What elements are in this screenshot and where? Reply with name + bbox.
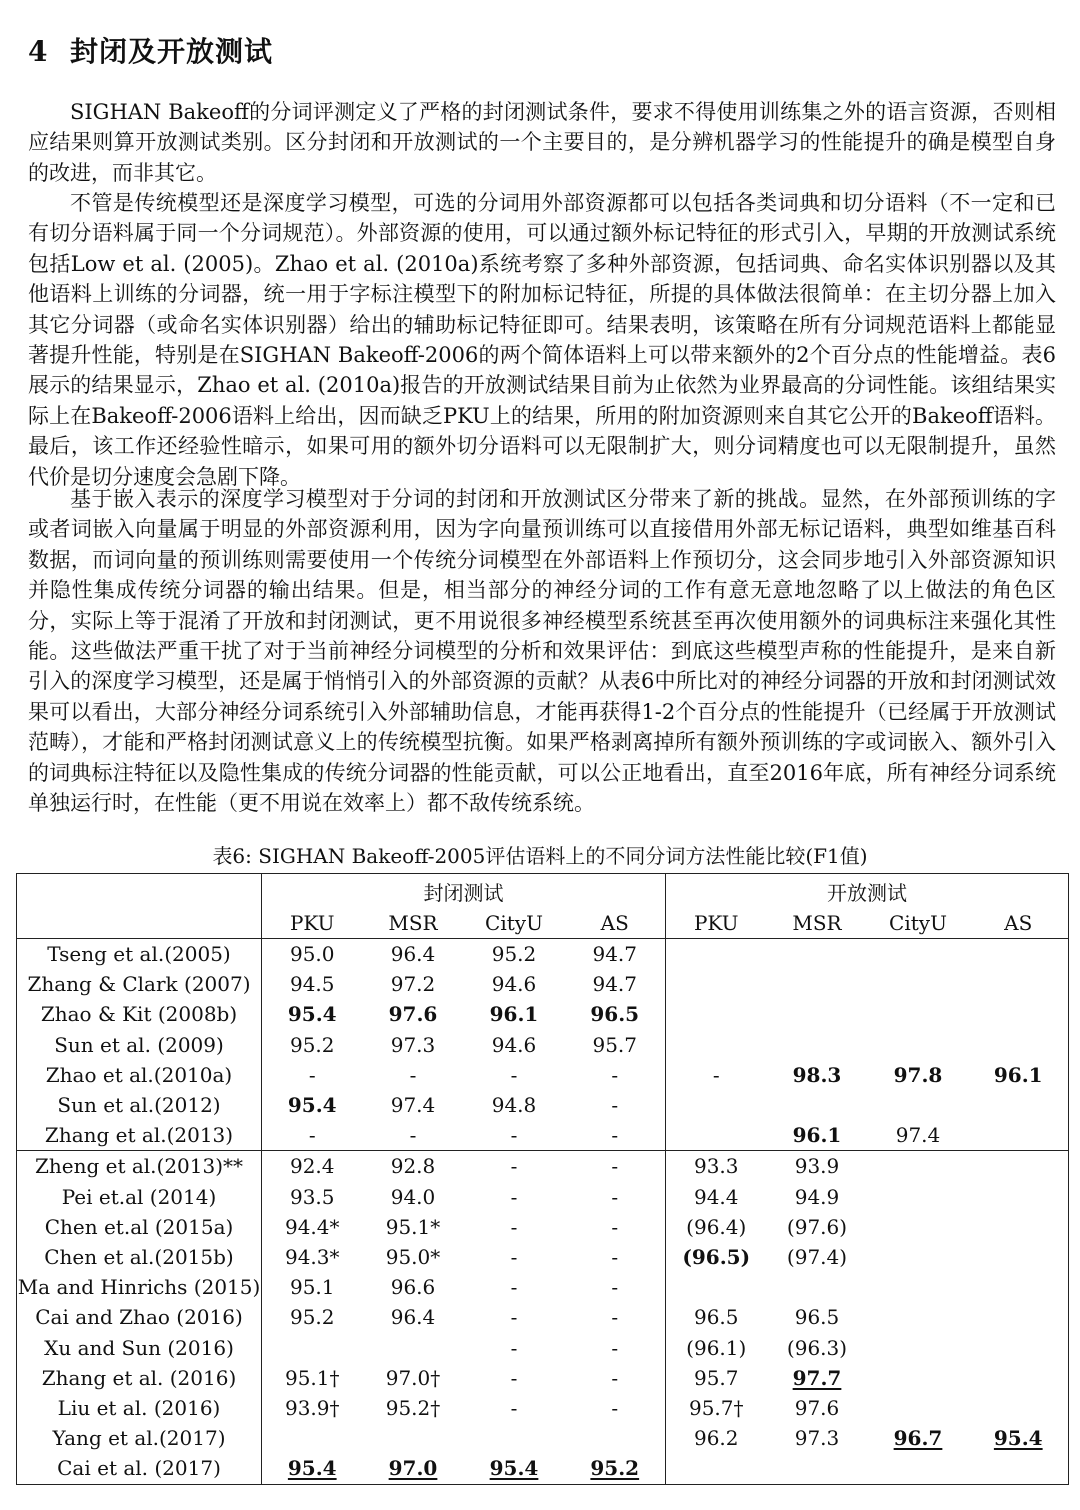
score-value: 93.9 [794, 1154, 840, 1179]
score-cell [767, 969, 868, 999]
score-cell [262, 939, 363, 970]
score-cell [565, 1151, 666, 1182]
score-cell [969, 1090, 1069, 1120]
score-cell [565, 969, 666, 999]
score-value: 95.4 [993, 1426, 1043, 1451]
score-cell [262, 1363, 363, 1393]
score-value: (96.5) [682, 1245, 751, 1270]
paragraph-1: SIGHAN Bakeoff的分词评测定义了严格的封闭测试条件，要求不得使用训练集之外的语言资源，否则相应结果则算开放测试类别。区分封闭和开放测试的一个主要目的，是分辨机器学习的性能提升的确是模型自身的改进，而非其它。 [28, 100, 1056, 185]
score-cell [666, 1242, 767, 1272]
score-value: 92.8 [390, 1154, 436, 1179]
score-value: - [712, 1062, 720, 1087]
score-cell [666, 969, 767, 999]
score-value: - [510, 1214, 518, 1239]
score-value: 95.2 [289, 1305, 335, 1330]
score-value: 95.4 [287, 1093, 337, 1118]
score-value: 97.0† [385, 1365, 441, 1390]
score-cell [262, 1333, 363, 1363]
score-value: - [611, 1214, 619, 1239]
column-header: AS [565, 908, 666, 939]
score-cell [262, 1030, 363, 1060]
score-value: 95.1† [284, 1365, 340, 1390]
score-cell [868, 1120, 969, 1151]
score-cell [767, 1120, 868, 1151]
column-header: CityU [464, 908, 565, 939]
score-cell [262, 1182, 363, 1212]
score-cell [262, 1453, 363, 1484]
score-cell [262, 1151, 363, 1182]
score-cell [363, 1393, 464, 1423]
score-value: - [611, 1396, 619, 1421]
method-name: Zhao et al.(2010a) [17, 1060, 262, 1090]
table-row [17, 1060, 1069, 1090]
score-cell [464, 1120, 565, 1151]
score-cell [565, 1302, 666, 1332]
score-cell [868, 1333, 969, 1363]
score-value: 95.4 [287, 1002, 337, 1027]
score-cell [464, 1030, 565, 1060]
score-value: - [510, 1184, 518, 1209]
score-cell [565, 999, 666, 1029]
score-value: 96.1 [489, 1002, 539, 1027]
score-cell [565, 1453, 666, 1484]
score-value: 94.4* [284, 1214, 340, 1239]
table-row [17, 1030, 1069, 1060]
score-value: - [611, 1123, 619, 1148]
score-cell [767, 1393, 868, 1423]
score-cell [262, 1272, 363, 1302]
table-corner-lower [17, 908, 262, 939]
score-cell [363, 1090, 464, 1120]
score-cell [868, 1242, 969, 1272]
score-cell [868, 939, 969, 970]
score-cell [363, 1363, 464, 1393]
score-value: 97.8 [893, 1062, 943, 1087]
score-value: 94.4 [693, 1184, 739, 1209]
score-cell [464, 1302, 565, 1332]
method-name: Liu et al. (2016) [17, 1393, 262, 1423]
score-value: - [409, 1062, 417, 1087]
score-cell [464, 1453, 565, 1484]
score-cell [969, 1453, 1069, 1484]
table-row [17, 1393, 1069, 1423]
score-value: 96.5 [590, 1002, 640, 1027]
score-value: - [611, 1184, 619, 1209]
score-cell [464, 1212, 565, 1242]
table-body [17, 939, 1069, 1485]
score-cell [363, 1060, 464, 1090]
score-cell [969, 999, 1069, 1029]
score-value: 95.2† [385, 1396, 441, 1421]
score-value: 95.7 [693, 1365, 739, 1390]
score-value: 94.7 [592, 972, 638, 997]
score-cell [464, 1363, 565, 1393]
table-row [17, 1423, 1069, 1453]
score-value: 97.7 [792, 1365, 842, 1390]
paragraph-2: 不管是传统模型还是深度学习模型，可选的分词用外部资源都可以包括各类词典和切分语料（不一定和已有切分语料属于同一个分词规范）。外部资源的使用，可以通过额外标记特征的形式引入，早期的开放测试系统包括Low et al. (2005)。Zhao et al. (2010a)系统考察了多种外部资源，包括词典、命名实体识别器以及其他语料上训练的分词器，统一用于字标注模型下的附加标记特征，所提的具体做法很简单：在主切分器上加入其它分词器（或命名实体识别器）给出的辅助标记特征即可。结果表明，该策略在所有分词规范语料上都能显著提升性能，特别是在SIGHAN Bakeoff-2006的两个简体语料上可以带来额外的2个百分点的性能增益。表6展示的结果显示，Zhao et al. (2010a)报告的开放测试结果目前为止依然为业界最高的分词性能。该组结果实际上在Bakeoff-2006语料上给出，因而缺乏PKU上的结果，所用的附加资源则来自其它公开的Bakeoff语料。最后，该工作还经验性暗示，如果可用的额外切分语料可以无限制扩大，则分词精度也可以无限制提升，虽然代价是切分速度会急剧下降。 [28, 191, 1056, 489]
score-value: 95.1* [385, 1214, 441, 1239]
score-cell [565, 1242, 666, 1272]
score-cell [363, 939, 464, 970]
column-header: PKU [262, 908, 363, 939]
score-cell [666, 1363, 767, 1393]
score-value: (96.4) [686, 1214, 747, 1239]
score-value: 95.0 [289, 942, 335, 966]
table-row [17, 969, 1069, 999]
score-cell [363, 1242, 464, 1272]
score-value: - [308, 1123, 316, 1148]
score-cell [767, 939, 868, 970]
score-cell [464, 939, 565, 970]
open-test-header: 开放测试 [666, 874, 1069, 909]
table-row [17, 1363, 1069, 1393]
score-value: - [510, 1123, 518, 1148]
score-value: 96.4 [390, 1305, 436, 1330]
score-cell [969, 939, 1069, 970]
score-cell [666, 1030, 767, 1060]
score-cell [565, 1393, 666, 1423]
score-cell [767, 1302, 868, 1332]
score-value: (97.6) [786, 1214, 848, 1239]
score-cell [262, 969, 363, 999]
score-cell [262, 1302, 363, 1332]
table-row [17, 999, 1069, 1029]
results-table [16, 873, 1069, 1485]
score-cell [363, 1182, 464, 1212]
score-value: 97.6 [388, 1002, 438, 1027]
table-caption: 表6: SIGHAN Bakeoff-2005评估语料上的不同分词方法性能比较(F1值) [212, 844, 868, 868]
score-value: - [510, 1245, 518, 1270]
score-cell [868, 1212, 969, 1242]
score-cell [363, 1272, 464, 1302]
score-cell [868, 1363, 969, 1393]
score-value: 94.8 [491, 1093, 537, 1118]
score-cell [666, 1453, 767, 1484]
score-cell [363, 1030, 464, 1060]
score-cell [464, 1151, 565, 1182]
paragraph-3: 基于嵌入表示的深度学习模型对于分词的封闭和开放测试区分带来了新的挑战。显然，在外部预训练的字或者词嵌入向量属于明显的外部资源利用，因为字向量预训练可以直接借用外部无标记语料，典型如维基百科数据，而词向量的预训练则需要使用一个传统分词模型在外部语料上作预切分，这会同步地引入外部资源知识并隐性集成传统分词器的输出结果。但是，相当部分的神经分词的工作有意无意地忽略了以上做法的角色区分，实际上等于混淆了开放和封闭测试，更不用说很多神经模型系统甚至再次使用额外的词典标注来强化其性能。这些做法严重干扰了对于当前神经分词模型的分析和效果评估：到底这些模型声称的性能提升，是来自新引入的深度学习模型，还是属于悄悄引入的外部资源的贡献？从表6中所比对的神经分词器的开放和封闭测试效果可以看出，大部分神经分词系统引入外部辅助信息，才能再获得1-2个百分点的性能提升（已经属于开放测试范畴），才能和严格封闭测试意义上的传统模型抗衡。如果严格剥离掉所有额外预训练的字或词嵌入、额外引入的词典标注特征以及隐性集成的传统分词器的性能贡献，可以公正地看出，直至2016年底，所有神经分词系统单独运行时，在性能（更不用说在效率上）都不敌传统系统。 [28, 487, 1056, 816]
score-cell [868, 1423, 969, 1453]
score-cell [363, 1151, 464, 1182]
table-row [17, 1151, 1069, 1182]
score-cell [666, 1120, 767, 1151]
score-cell [666, 1060, 767, 1090]
score-value: - [409, 1123, 417, 1148]
method-name: Xu and Sun (2016) [17, 1333, 262, 1363]
score-value: 94.0 [390, 1184, 436, 1209]
score-value: 97.4 [895, 1123, 941, 1148]
method-name: Ma and Hinrichs (2015) [17, 1272, 262, 1302]
score-value: - [510, 1396, 518, 1421]
score-value: 96.5 [794, 1305, 840, 1330]
table-row [17, 1302, 1069, 1332]
score-cell [464, 1333, 565, 1363]
score-value: 94.9 [794, 1184, 840, 1209]
score-value: 94.6 [491, 1032, 537, 1057]
section-heading [28, 30, 273, 70]
score-cell [262, 1393, 363, 1423]
score-cell [262, 1242, 363, 1272]
method-name: Zhang et al. (2016) [17, 1363, 262, 1393]
score-cell [363, 1453, 464, 1484]
method-name: Zhang & Clark (2007) [17, 969, 262, 999]
score-cell [666, 1272, 767, 1302]
score-value: 98.3 [792, 1062, 842, 1087]
score-value: 94.3* [284, 1245, 340, 1270]
score-value: (96.3) [786, 1335, 848, 1360]
score-cell [565, 1423, 666, 1453]
score-value: 95.7 [592, 1032, 638, 1057]
score-cell [565, 1090, 666, 1120]
method-name: Chen et al.(2015b) [17, 1242, 262, 1272]
score-cell [464, 1393, 565, 1423]
score-cell [565, 1182, 666, 1212]
column-header: MSR [767, 908, 868, 939]
method-name: Tseng et al.(2005) [17, 939, 262, 970]
table-row [17, 1090, 1069, 1120]
score-cell [565, 1272, 666, 1302]
score-cell [969, 1393, 1069, 1423]
score-cell [666, 1151, 767, 1182]
score-value: - [510, 1365, 518, 1390]
score-cell [666, 1393, 767, 1423]
score-cell [767, 1333, 868, 1363]
column-header: CityU [868, 908, 969, 939]
column-header: AS [969, 908, 1069, 939]
score-value: 96.4 [390, 942, 436, 966]
table-row [17, 1120, 1069, 1151]
score-cell [868, 1090, 969, 1120]
score-cell [363, 1333, 464, 1363]
score-cell [363, 969, 464, 999]
score-cell [464, 1423, 565, 1453]
score-cell [767, 1363, 868, 1393]
score-value: (96.1) [686, 1335, 747, 1360]
score-value: 96.5 [693, 1305, 739, 1330]
score-cell [868, 1272, 969, 1302]
score-value: - [510, 1062, 518, 1087]
score-cell [666, 939, 767, 970]
score-cell [767, 1423, 868, 1453]
method-name: Zhao & Kit (2008b) [17, 999, 262, 1029]
score-value: (97.4) [786, 1245, 848, 1270]
score-value: - [611, 1062, 619, 1087]
score-value: 94.6 [491, 972, 537, 997]
score-cell [969, 1151, 1069, 1182]
score-cell [969, 1212, 1069, 1242]
table-row [17, 1272, 1069, 1302]
score-cell [565, 1333, 666, 1363]
score-cell [969, 1060, 1069, 1090]
score-value: - [611, 1365, 619, 1390]
score-cell [363, 1120, 464, 1151]
score-cell [969, 1423, 1069, 1453]
score-cell [262, 1060, 363, 1090]
score-cell [868, 1030, 969, 1060]
score-value: - [510, 1275, 518, 1300]
score-cell [666, 1212, 767, 1242]
score-cell [767, 1090, 868, 1120]
score-cell [969, 969, 1069, 999]
score-value: - [611, 1154, 619, 1179]
table-row [17, 939, 1069, 970]
score-value: 97.0 [388, 1456, 438, 1481]
score-value: - [611, 1275, 619, 1300]
score-value: 93.5 [289, 1184, 335, 1209]
score-value: 96.6 [390, 1275, 436, 1300]
score-cell [868, 1182, 969, 1212]
score-cell [767, 1212, 868, 1242]
method-name: Zhang et al.(2013) [17, 1120, 262, 1151]
table-row [17, 1182, 1069, 1212]
table-row [17, 1333, 1069, 1363]
score-cell [767, 1272, 868, 1302]
score-value: 95.2 [491, 942, 537, 966]
score-cell [868, 999, 969, 1029]
score-value: 97.3 [390, 1032, 436, 1057]
column-header: MSR [363, 908, 464, 939]
method-name: Pei et.al (2014) [17, 1182, 262, 1212]
score-cell [767, 1030, 868, 1060]
score-cell [969, 1302, 1069, 1332]
score-value: 96.1 [993, 1062, 1043, 1087]
score-cell [262, 999, 363, 1029]
score-cell [464, 1272, 565, 1302]
score-cell [969, 1182, 1069, 1212]
score-value: 95.7† [688, 1396, 744, 1421]
score-cell [565, 1060, 666, 1090]
score-value: 93.9† [284, 1396, 340, 1421]
score-value: 97.6 [794, 1396, 840, 1421]
score-cell [868, 1302, 969, 1332]
score-value: - [611, 1093, 619, 1118]
score-value: 97.2 [390, 972, 436, 997]
score-cell [262, 1120, 363, 1151]
score-cell [868, 969, 969, 999]
score-cell [666, 1182, 767, 1212]
score-cell [767, 1453, 868, 1484]
score-cell [262, 1212, 363, 1242]
score-cell [666, 999, 767, 1029]
score-cell [969, 1120, 1069, 1151]
score-value: 97.4 [390, 1093, 436, 1118]
score-value: - [510, 1154, 518, 1179]
score-cell [464, 1090, 565, 1120]
score-value: - [611, 1245, 619, 1270]
score-cell [363, 999, 464, 1029]
score-cell [464, 1242, 565, 1272]
closed-test-header: 封闭测试 [262, 874, 666, 909]
score-cell [666, 1090, 767, 1120]
score-cell [868, 1453, 969, 1484]
score-value: 95.4 [489, 1456, 539, 1481]
score-cell [666, 1333, 767, 1363]
score-value: 94.5 [289, 972, 335, 997]
score-cell [767, 1182, 868, 1212]
score-value: - [510, 1335, 518, 1360]
score-cell [565, 1030, 666, 1060]
table-corner [17, 874, 262, 909]
method-name: Sun et al.(2012) [17, 1090, 262, 1120]
score-value: 95.1 [289, 1275, 335, 1300]
score-cell [565, 1363, 666, 1393]
score-value: 97.3 [794, 1426, 840, 1451]
score-cell [363, 1423, 464, 1453]
score-cell [969, 1272, 1069, 1302]
score-cell [969, 1363, 1069, 1393]
score-cell [767, 999, 868, 1029]
score-cell [363, 1212, 464, 1242]
score-cell [565, 939, 666, 970]
method-name: Chen et.al (2015a) [17, 1212, 262, 1242]
method-name: Zheng et al.(2013)** [17, 1151, 262, 1182]
score-value: - [308, 1062, 316, 1087]
score-cell [464, 999, 565, 1029]
score-cell [868, 1151, 969, 1182]
score-value: 95.2 [590, 1456, 640, 1481]
section-title: 封闭及开放测试 [69, 35, 273, 68]
score-cell [969, 1333, 1069, 1363]
score-value: 95.0* [385, 1245, 441, 1270]
score-value: 93.3 [693, 1154, 739, 1179]
score-cell [464, 969, 565, 999]
table-row [17, 1453, 1069, 1484]
score-value: 96.1 [792, 1123, 842, 1148]
score-cell [262, 1090, 363, 1120]
score-cell [464, 1182, 565, 1212]
score-cell [565, 1212, 666, 1242]
score-value: 95.2 [289, 1032, 335, 1057]
score-cell [969, 1242, 1069, 1272]
score-value: 94.7 [592, 942, 638, 966]
score-cell [262, 1423, 363, 1453]
score-cell [565, 1120, 666, 1151]
score-cell [868, 1060, 969, 1090]
score-cell [666, 1423, 767, 1453]
table-row [17, 1212, 1069, 1242]
score-cell [767, 1060, 868, 1090]
section-number: 4 [28, 35, 49, 68]
method-name: Yang et al.(2017) [17, 1423, 262, 1453]
method-name: Cai et al. (2017) [17, 1453, 262, 1484]
method-name: Sun et al. (2009) [17, 1030, 262, 1060]
score-value: 92.4 [289, 1154, 335, 1179]
score-value: 96.2 [693, 1426, 739, 1451]
score-cell [767, 1242, 868, 1272]
score-value: - [611, 1305, 619, 1330]
score-cell [969, 1030, 1069, 1060]
method-name: Cai and Zhao (2016) [17, 1302, 262, 1332]
score-cell [464, 1060, 565, 1090]
score-cell [868, 1393, 969, 1423]
score-cell [767, 1151, 868, 1182]
score-value: - [611, 1335, 619, 1360]
column-header: PKU [666, 908, 767, 939]
score-cell [666, 1302, 767, 1332]
score-cell [363, 1302, 464, 1332]
score-value: - [510, 1305, 518, 1330]
score-value: 96.7 [893, 1426, 943, 1451]
table-row [17, 1242, 1069, 1272]
score-value: 95.4 [287, 1456, 337, 1481]
